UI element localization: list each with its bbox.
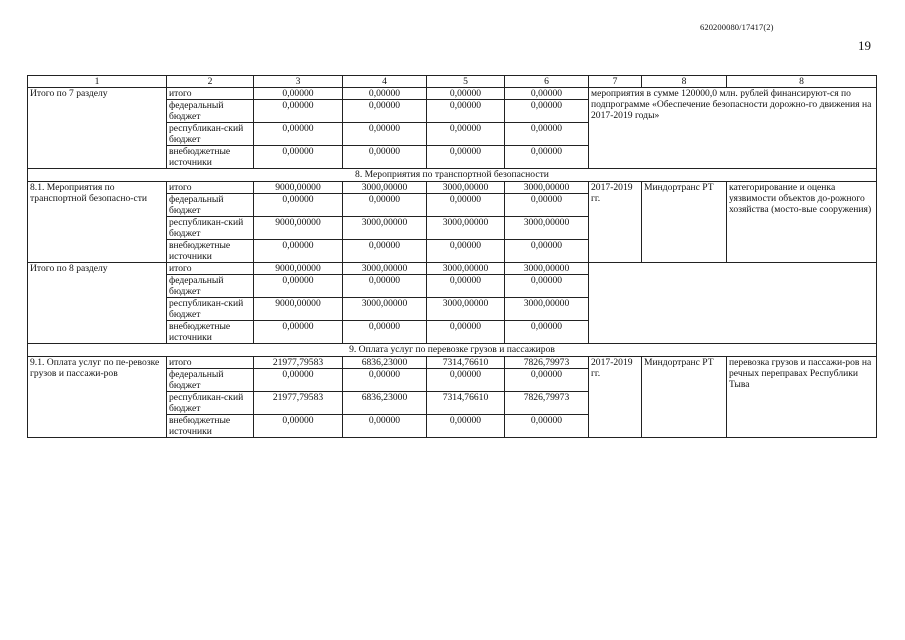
table-cell: 0,00000 [505, 123, 589, 146]
table-cell: 3000,00000 [427, 217, 505, 240]
document-id: 620200080/17417(2) [700, 22, 774, 32]
col-header: 1 [28, 76, 167, 88]
table-cell: 0,00000 [505, 88, 589, 100]
table-cell: 0,00000 [505, 275, 589, 298]
row-label: федеральный бюджет [167, 194, 254, 217]
table-cell: 21977,79583 [254, 392, 343, 415]
table-cell: 0,00000 [505, 194, 589, 217]
row-name: 8.1. Мероприятия по транспортной безопасно-сти [28, 182, 167, 263]
table-cell: 3000,00000 [343, 263, 427, 275]
table-cell: 3000,00000 [427, 263, 505, 275]
section-row [28, 169, 877, 182]
table-cell: 0,00000 [343, 415, 427, 438]
table-cell: 0,00000 [343, 369, 427, 392]
table-cell: 6836,23000 [343, 392, 427, 415]
table-cell: 0,00000 [254, 321, 343, 344]
table-cell: 0,00000 [505, 240, 589, 263]
period-cell: 2017-2019 гг. [589, 182, 642, 263]
table-cell: 0,00000 [505, 415, 589, 438]
table-cell: 3000,00000 [343, 182, 427, 194]
row-label: итого [167, 357, 254, 369]
program-table [27, 75, 877, 438]
table-cell: 0,00000 [427, 415, 505, 438]
table-cell: 7826,79973 [505, 392, 589, 415]
table-cell: 0,00000 [343, 321, 427, 344]
table-cell: 0,00000 [254, 100, 343, 123]
executor-cell: Миндортранс РТ [642, 182, 727, 263]
table-cell: 0,00000 [254, 146, 343, 169]
table-cell: 0,00000 [427, 100, 505, 123]
table-cell: 0,00000 [427, 146, 505, 169]
table-cell: 0,00000 [505, 369, 589, 392]
row-label: внебюджетные источники [167, 146, 254, 169]
table-cell: 0,00000 [343, 240, 427, 263]
table-cell: 9000,00000 [254, 263, 343, 275]
col-header: 7 [589, 76, 642, 88]
page-number: 19 [858, 38, 871, 53]
section-row [28, 344, 877, 357]
table-cell: 9000,00000 [254, 298, 343, 321]
row-name: Итого по 7 разделу [28, 88, 167, 169]
row-label: внебюджетные источники [167, 415, 254, 438]
table-cell: 0,00000 [254, 415, 343, 438]
table-cell: 0,00000 [254, 123, 343, 146]
table-cell: 3000,00000 [505, 298, 589, 321]
table-row [28, 357, 877, 369]
table-cell: 3000,00000 [505, 182, 589, 194]
table-cell: 0,00000 [427, 194, 505, 217]
table-cell: 0,00000 [427, 369, 505, 392]
table-cell: 0,00000 [343, 123, 427, 146]
table-cell: 0,00000 [343, 146, 427, 169]
col-header: 2 [167, 76, 254, 88]
empty-cell [589, 263, 877, 344]
col-header: 4 [343, 76, 427, 88]
table-cell: 0,00000 [505, 321, 589, 344]
table-cell: 3000,00000 [505, 217, 589, 240]
row-label: республикан-ский бюджет [167, 392, 254, 415]
table-cell: 3000,00000 [343, 217, 427, 240]
col-header: 5 [427, 76, 505, 88]
row-name: Итого по 8 разделу [28, 263, 167, 344]
table-cell: 0,00000 [505, 146, 589, 169]
header-row [28, 76, 877, 88]
table-cell: 9000,00000 [254, 182, 343, 194]
row-label: итого [167, 182, 254, 194]
row-name: 9.1. Оплата услуг по пе-ревозке грузов и пассажи-ров [28, 357, 167, 438]
row-label: федеральный бюджет [167, 275, 254, 298]
table-cell: 0,00000 [254, 88, 343, 100]
table-cell: 3000,00000 [427, 182, 505, 194]
table-cell: 0,00000 [254, 194, 343, 217]
table-cell: 7826,79973 [505, 357, 589, 369]
period-cell: 2017-2019 гг. [589, 357, 642, 438]
table-row [28, 263, 877, 275]
table-row [28, 182, 877, 194]
table-cell: 9000,00000 [254, 217, 343, 240]
table-cell: 0,00000 [343, 100, 427, 123]
row-label: республикан-ский бюджет [167, 298, 254, 321]
row-label: республикан-ский бюджет [167, 217, 254, 240]
financing-note: мероприятия в сумме 120000,0 млн. рублей финансируют-ся по подпрограмме «Обеспечение безопасности дорожно-го движения на 2017-2019 годы» [589, 88, 877, 169]
row-label: внебюджетные источники [167, 240, 254, 263]
col-header: 3 [254, 76, 343, 88]
row-label: внебюджетные источники [167, 321, 254, 344]
table-cell: 0,00000 [427, 123, 505, 146]
table-cell: 3000,00000 [505, 263, 589, 275]
table-cell: 0,00000 [254, 275, 343, 298]
table-cell: 7314,76610 [427, 357, 505, 369]
table-cell: 0,00000 [427, 275, 505, 298]
result-cell: перевозка грузов и пассажи-ров на речных переправах Республики Тыва [727, 357, 877, 438]
col-header: 8 [642, 76, 727, 88]
col-header: 6 [505, 76, 589, 88]
section-title: 9. Оплата услуг по перевозке грузов и пассажиров [28, 344, 877, 357]
table-row [28, 88, 877, 100]
table-cell: 0,00000 [343, 275, 427, 298]
table-cell: 0,00000 [427, 321, 505, 344]
result-cell: категорирование и оценка уязвимости объектов до-рожного хозяйства (мосто-вые сооружения) [727, 182, 877, 263]
row-label: итого [167, 263, 254, 275]
row-label: итого [167, 88, 254, 100]
row-label: федеральный бюджет [167, 369, 254, 392]
table-cell: 3000,00000 [343, 298, 427, 321]
row-label: федеральный бюджет [167, 100, 254, 123]
table-cell: 6836,23000 [343, 357, 427, 369]
table-cell: 0,00000 [427, 88, 505, 100]
table-cell: 3000,00000 [427, 298, 505, 321]
section-title: 8. Мероприятия по транспортной безопасности [28, 169, 877, 182]
executor-cell: Миндортранс РТ [642, 357, 727, 438]
table-cell: 0,00000 [505, 100, 589, 123]
col-header: 8 [727, 76, 877, 88]
table-cell: 0,00000 [254, 240, 343, 263]
table-cell: 0,00000 [343, 194, 427, 217]
table-cell: 0,00000 [427, 240, 505, 263]
row-label: республикан-ский бюджет [167, 123, 254, 146]
table-cell: 21977,79583 [254, 357, 343, 369]
table-cell: 0,00000 [343, 88, 427, 100]
table-cell: 0,00000 [254, 369, 343, 392]
table-cell: 7314,76610 [427, 392, 505, 415]
